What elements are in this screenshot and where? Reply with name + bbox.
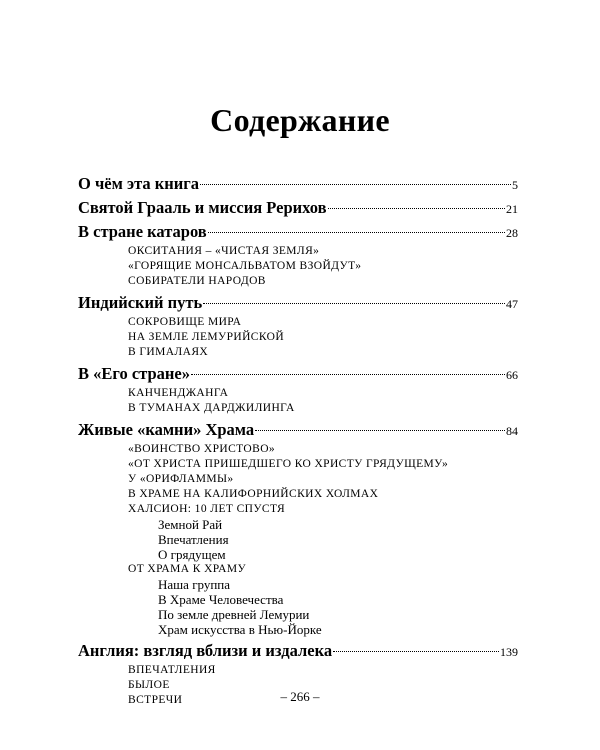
toc-chapter <box>78 364 518 384</box>
chapter-sections <box>78 440 518 641</box>
chapter-title: В «Его стране» <box>78 364 190 383</box>
subsection-entry: В Храме Человечества <box>158 592 284 607</box>
section-entry: ВСТРЕЧИ <box>128 694 183 706</box>
toc-chapter <box>78 222 518 242</box>
chapter-title: О чём эта книга <box>78 174 200 193</box>
section-entry: ХАЛСИОН: 10 ЛЕТ СПУСТЯ <box>128 503 286 515</box>
section-entry: «ОТ ХРИСТА ПРИШЕДШЕГО КО ХРИСТУ ГРЯДУЩЕМУ» <box>128 458 449 470</box>
page-number: – 266 – <box>280 689 320 704</box>
dot-leader <box>333 651 499 652</box>
chapter-page-number: 139 <box>500 645 518 659</box>
chapter-title: Индийский путь <box>78 293 203 312</box>
subsection-entry: Впечатления <box>158 532 229 547</box>
chapter-page-number: 47 <box>506 297 518 311</box>
toc-chapter <box>78 174 518 194</box>
section-entry: ВПЕЧАТЛЕНИЯ <box>128 664 216 676</box>
subsection-entry: По земле древней Лемурии <box>158 607 310 622</box>
chapter-title: Живые «камни» Храма <box>78 420 255 439</box>
table-of-contents <box>78 174 518 712</box>
chapter-sections <box>78 242 518 293</box>
dot-leader <box>191 374 505 375</box>
section-entry: НА ЗЕМЛЕ ЛЕМУРИЙСКОЙ <box>128 331 285 343</box>
page-title: Содержание <box>210 102 390 138</box>
subsection-entry: О грядущем <box>158 547 226 562</box>
chapter-page-number: 28 <box>506 226 518 240</box>
toc-chapter <box>78 293 518 313</box>
chapter-page-number: 66 <box>506 368 518 382</box>
dot-leader <box>208 232 505 233</box>
dot-leader <box>203 303 505 304</box>
dot-leader <box>328 208 505 209</box>
section-entry: «ВОИНСТВО ХРИСТОВО» <box>128 443 276 455</box>
subsection-entry: Земной Рай <box>158 517 223 532</box>
section-entry: БЫЛОЕ <box>128 679 170 691</box>
subsection-entry: Храм искусства в Нью-Йорке <box>158 622 322 637</box>
chapter-page-number: 21 <box>506 202 518 216</box>
toc-chapter <box>78 641 518 661</box>
section-entry: В ХРАМЕ НА КАЛИФОРНИЙСКИХ ХОЛМАХ <box>128 488 379 500</box>
chapter-page-number: 5 <box>512 178 518 192</box>
chapter-title: Англия: взгляд вблизи и издалека <box>78 641 333 660</box>
chapter-title: Святой Грааль и миссия Рерихов <box>78 198 327 217</box>
section-entry: ОТ ХРАМА К ХРАМУ <box>128 563 246 575</box>
section-entry: У «ОРИФЛАММЫ» <box>128 473 234 485</box>
subsection-entry: Наша группа <box>158 577 231 592</box>
section-entry: В ГИМАЛАЯХ <box>128 346 209 358</box>
chapter-page-number: 84 <box>506 424 518 438</box>
section-entry: В ТУМАНАХ ДАРДЖИЛИНГА <box>128 402 295 414</box>
section-entry: СОКРОВИЩЕ МИРА <box>128 316 242 328</box>
section-entry: СОБИРАТЕЛИ НАРОДОВ <box>128 275 266 287</box>
dot-leader <box>255 430 505 431</box>
chapter-sections <box>78 384 518 420</box>
dot-leader <box>200 184 511 185</box>
section-entry: ОКСИТАНИЯ – «ЧИСТАЯ ЗЕМЛЯ» <box>128 245 320 257</box>
toc-chapter <box>78 420 518 440</box>
chapter-title: В стране катаров <box>78 222 207 241</box>
section-entry: КАНЧЕНДЖАНГА <box>128 387 229 399</box>
section-entry: «ГОРЯЩИЕ МОНСАЛЬВАТОМ ВЗОЙДУТ» <box>128 260 362 272</box>
chapter-sections <box>78 313 518 364</box>
toc-chapter <box>78 198 518 218</box>
